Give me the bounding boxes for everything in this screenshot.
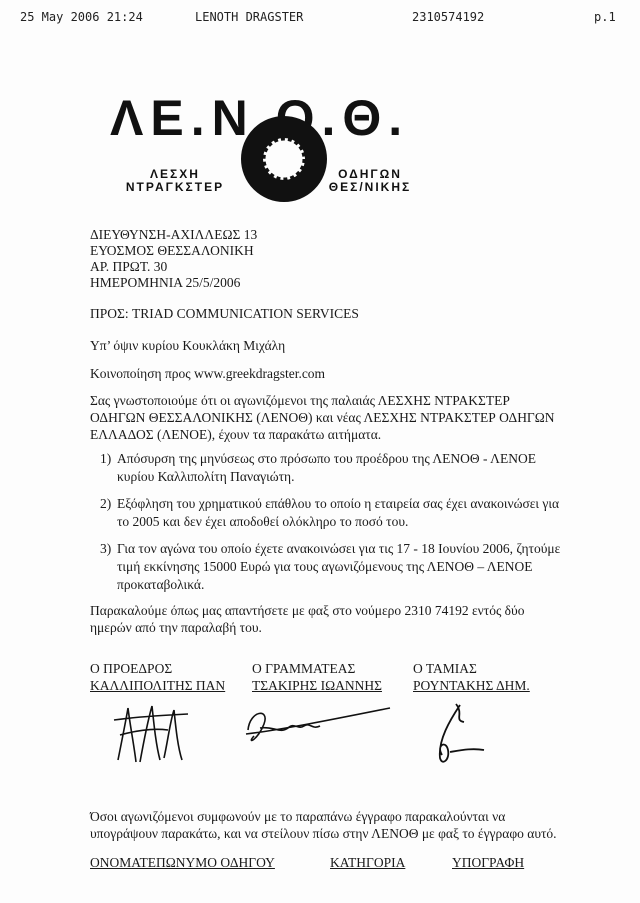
- tire-ring-icon: [240, 115, 328, 203]
- secretary-signature: [240, 700, 400, 760]
- request-text: Εξόφληση του χρηματικού επάθλου το οποίο η εταιρεία σας έχει ανακοινώσει για το 2005 και δεν έχει αποδοθεί ολόκληρο το ποσό του.: [117, 496, 560, 529]
- request-number: 3): [100, 541, 112, 556]
- club-logo: [85, 90, 425, 205]
- president-signature: [108, 700, 198, 770]
- fax-date: 25 May 2006 21:24: [20, 10, 143, 24]
- secretary-name: ΤΣΑΚΙΡΗΣ ΙΩΑΝΝΗΣ: [252, 678, 382, 693]
- signature-column: ΥΠΟΓΡΑΦΗ: [452, 855, 525, 870]
- logo-left-line2: ΝΤΡΑΓΚΣΤΕΡ: [125, 180, 225, 194]
- president-role: Ο ΠΡΟΕΔΡΟΣ: [90, 661, 173, 676]
- attention-line: Υπ’ όψιν κυρίου Κουκλάκη Μιχάλη: [90, 338, 286, 353]
- closing-paragraph: Παρακαλούμε όπως μας απαντήσετε με φαξ στο νούμερο 2310 74192 εντός δύο ημερών από την παραλαβή του.: [90, 603, 525, 635]
- cc-line: Κοινοποίηση προς www.greekdragster.com: [90, 366, 326, 381]
- logo-left-line1: ΛΕΣΧΗ: [150, 167, 200, 181]
- address-city: ΕΥΟΣΜΟΣ ΘΕΣΣΑΛΟΝΙΚΗ: [90, 243, 254, 258]
- address-street: ΔΙΕΥΘΥΝΣΗ-ΑΧΙΛΛΕΩΣ 13: [90, 227, 258, 242]
- driver-name-column: ΟΝΟΜΑΤΕΠΩΝΥΜΟ ΟΔΗΓΟΥ: [90, 855, 275, 870]
- recipient-line: ΠΡΟΣ: TRIAD COMMUNICATION SERVICES: [90, 306, 359, 321]
- fax-number: 2310574192: [412, 10, 485, 24]
- category-column: ΚΑΤΗΓΟΡΙΑ: [330, 855, 406, 870]
- intro-paragraph: Σας γνωστοποιούμε ότι οι αγωνιζόμενοι της παλαιάς ΛΕΣΧΗΣ ΝΤΡΑΚΣΤΕΡ ΟΔΗΓΩΝ ΘΕΣΣΑΛΟΝΙΚΗΣ (ΛΕΝΟΘ) και νέας ΛΕΣΧΗΣ ΝΤΡΑΚΣΤΕΡ ΟΔΗΓΩΝ ΕΛΛΑΔΟΣ (ΛΕΝΟΕ), έχουν τα παρακάτω αιτήματα.: [90, 393, 555, 442]
- request-number: 2): [100, 496, 112, 511]
- treasurer-role: Ο ΤΑΜΙΑΣ: [413, 661, 477, 676]
- logo-left-text: [120, 168, 230, 194]
- logo-right-line1: ΟΔΗΓΩΝ: [338, 167, 402, 181]
- document-date: ΗΜΕΡΟΜΗΝΙΑ 25/5/2006: [90, 275, 241, 290]
- treasurer-name: ΡΟΥΝΤΑΚΗΣ ΔΗΜ.: [413, 678, 530, 693]
- footer-note: Όσοι αγωνιζόμενοι συμφωνούν με το παραπάνω έγγραφο παρακαλούνται να υπογράψουν παρακάτω, και να στείλουν πίσω στην ΛΕΝΟΘ με φαξ το έγγραφο αυτό.: [90, 809, 557, 841]
- fax-header: [0, 10, 640, 28]
- request-text: Για τον αγώνα του οποίο έχετε ανακοινώσει για τις 17 - 18 Ιουνίου 2006, ζητούμε τιμή εκκίνησης 15000 Ευρώ για τους αγωνιζόμενους της ΛΕΝΟΘ – ΛΕΝΟΕ προκαταβολικά.: [117, 541, 561, 592]
- logo-right-text: [320, 168, 420, 194]
- secretary-role: Ο ΓΡΑΜΜΑΤΕΑΣ: [252, 661, 356, 676]
- fax-sender: LENOTH DRAGSTER: [195, 10, 304, 24]
- fax-page: p.1: [594, 10, 616, 24]
- request-text: Απόσυρση της μηνύσεως στο πρόσωπο του προέδρου της ΛΕΝΟΘ - ΛΕΝΟΕ κυρίου Καλλιπολίτη Παναγιώτη.: [117, 451, 536, 484]
- logo-title: ΛΕ.Ν.Ο.Θ.: [110, 90, 410, 146]
- treasurer-signature: [420, 700, 490, 770]
- logo-right-line2: ΘΕΣ/ΝΙΚΗΣ: [328, 180, 412, 194]
- president-name: ΚΑΛΛΙΠΟΛΙΤΗΣ ΠΑΝ: [90, 678, 226, 693]
- request-number: 1): [100, 451, 112, 466]
- protocol-number: ΑΡ. ΠΡΩΤ. 30: [90, 259, 168, 274]
